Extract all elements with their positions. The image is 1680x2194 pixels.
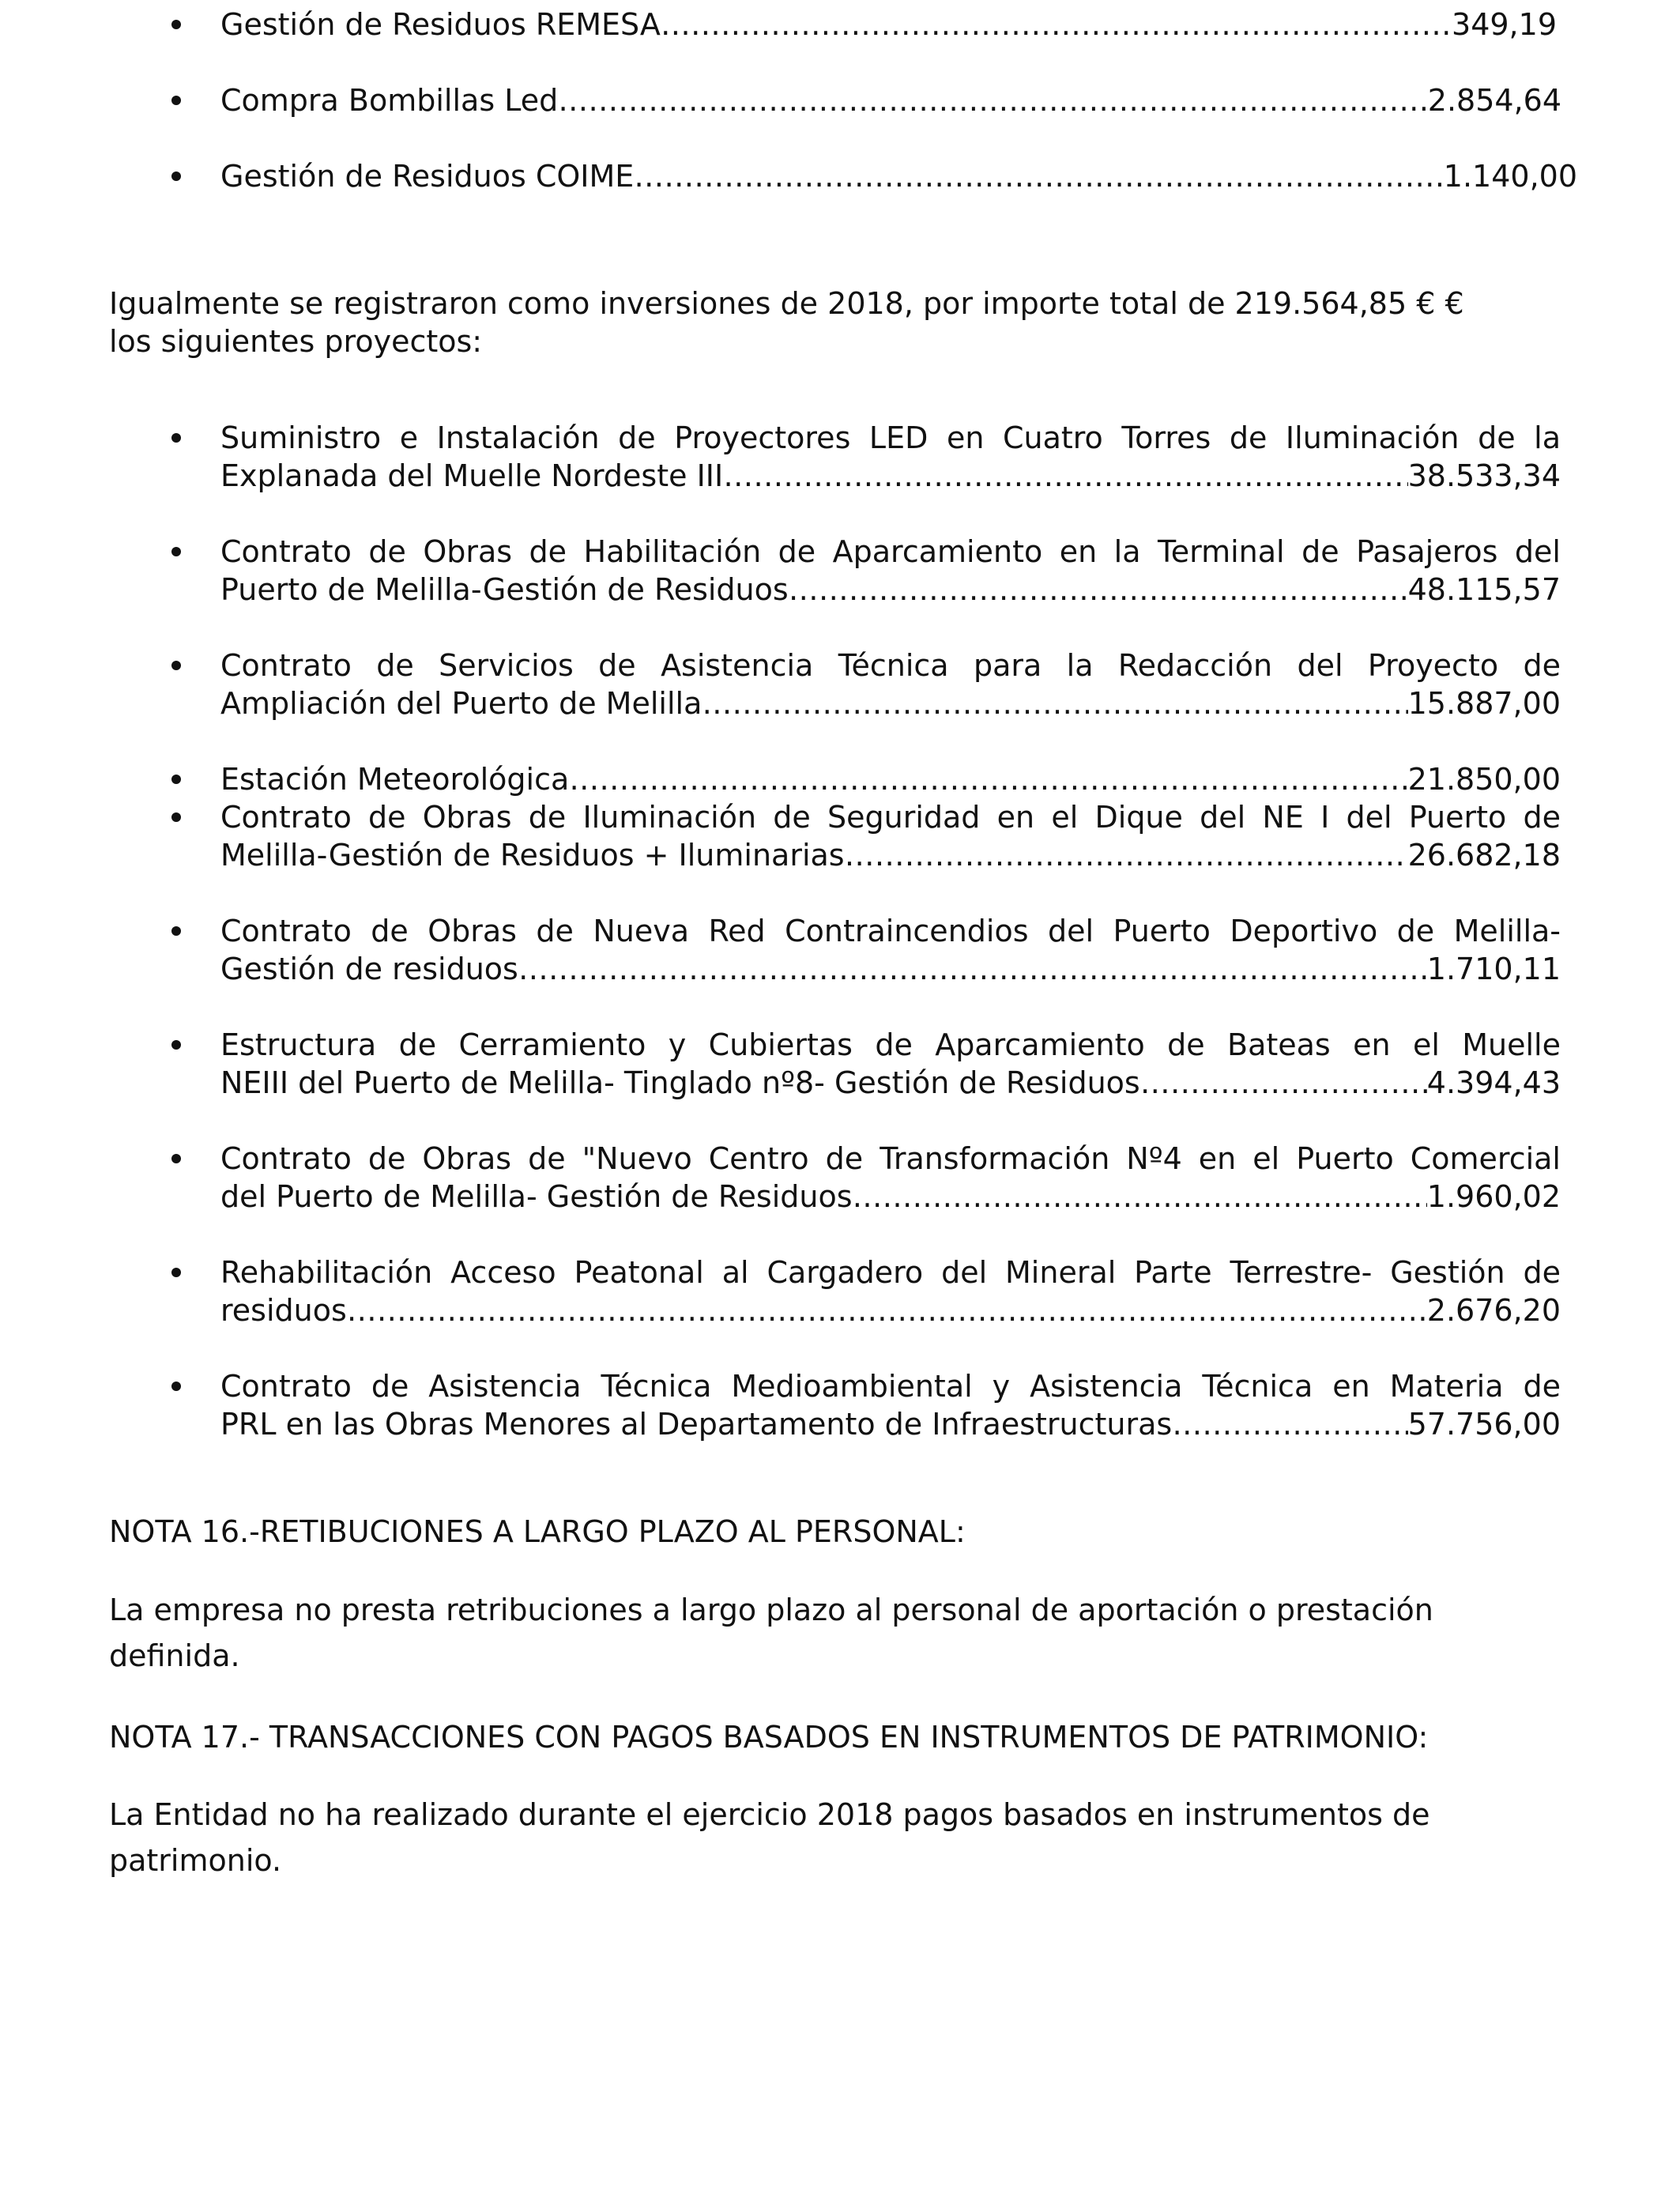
project-line-1: Contrato de Obras de "Nuevo Centro de Transformación Nº4 en el Puerto Comercial: [220, 1141, 1561, 1176]
project-line-1: Contrato de Obras de Habilitación de Aparcamiento en la Terminal de Pasajeros del: [220, 534, 1561, 569]
project-line-2: [220, 1064, 1561, 1102]
bullet-icon: [165, 654, 187, 677]
project-line-2: [220, 457, 1561, 495]
bullet-icon: [165, 768, 187, 790]
project-title-end: Estación Meteorológica: [220, 762, 570, 797]
project-title-end: PRL en las Obras Menores al Departamento de Infraestructuras: [220, 1407, 1173, 1442]
project-title-end: del Puerto de Melilla- Gestión de Residuos: [220, 1179, 853, 1214]
project-line-1: Estructura de Cerramiento y Cubiertas de Aparcamiento de Bateas en el Muelle: [220, 1027, 1561, 1062]
bullet-icon: [165, 1261, 187, 1284]
project-title-end: Ampliación del Puerto de Melilla: [220, 686, 703, 721]
bullet-icon: [165, 1034, 187, 1056]
bullet-icon: [165, 165, 187, 187]
project-line-2: [220, 1405, 1561, 1443]
project-line-1: Contrato de Obras de Nueva Red Contraincendios del Puerto Deportivo de Melilla-: [220, 914, 1561, 948]
project-title-end: NEIII del Puerto de Melilla- Tinglado nº8- Gestión de Residuos: [220, 1065, 1140, 1100]
project-line-1: Suministro e Instalación de Proyectores LED en Cuatro Torres de Iluminación de la: [220, 420, 1561, 455]
project-amount: 1.710,11: [1426, 952, 1561, 986]
project-title-end: Melilla-Gestión de Residuos + Iluminarias: [220, 838, 845, 873]
project-title-end: Explanada del Muelle Nordeste III: [220, 458, 724, 493]
project-line-2: [220, 1178, 1561, 1216]
bullet-icon: [165, 427, 187, 449]
project-amount: 2.676,20: [1426, 1293, 1561, 1328]
bullet-icon: [165, 806, 187, 828]
project-amount: 1.960,02: [1426, 1179, 1561, 1214]
project-amount: 57.756,00: [1407, 1407, 1561, 1442]
nota16-paragraph: La empresa no presta retribuciones a largo plazo al personal de aportación o prestación definida.: [109, 1593, 1433, 1673]
nota17-heading: NOTA 17.- TRANSACCIONES CON PAGOS BASADOS EN INSTRUMENTOS DE PATRIMONIO:: [109, 1720, 1429, 1755]
project-amount: 15.887,00: [1407, 686, 1561, 721]
nota17-paragraph: La Entidad no ha realizado durante el ejercicio 2018 pagos basados en instrumentos de patrimonio.: [109, 1797, 1430, 1878]
bullet-icon: [165, 1375, 187, 1397]
project-line-1: Rehabilitación Acceso Peatonal al Cargadero del Mineral Parte Terrestre- Gestión de: [220, 1255, 1561, 1290]
bullet-icon: [165, 1148, 187, 1170]
project-amount: 38.533,34: [1407, 458, 1561, 493]
project-title-end: Puerto de Melilla-Gestión de Residuos: [220, 572, 789, 607]
project-amount: 21.850,00: [1407, 762, 1561, 797]
list-item: Compra Bombillas Led ……………………………………………………………………………………………………………………………………………………………………………………………… 2.854,64: [220, 81, 1561, 119]
intro-paragraph: Igualmente se registraron como inversiones de 2018, por importe total de 219.564,85 € € los siguientes proyectos:: [109, 286, 1464, 359]
project-line-1: Contrato de Asistencia Técnica Medioambiental y Asistencia Técnica en Materia de: [220, 1369, 1561, 1404]
project-line-1: Contrato de Servicios de Asistencia Técnica para la Redacción del Proyecto de: [220, 648, 1561, 683]
bullet-icon: [165, 89, 187, 111]
project-line-2: [220, 760, 1561, 798]
project-line-2: [220, 684, 1561, 722]
bullet-icon: [165, 920, 187, 942]
bullet-icon: [165, 541, 187, 563]
project-line-2: [220, 950, 1561, 988]
project-line-1: Contrato de Obras de Iluminación de Seguridad en el Dique del NE I del Puerto de: [220, 800, 1561, 835]
list-item: Gestión de Residuos COIME ……………………………………………………………………………………………………………………………………………………………………………………………… 1.140,00: [220, 157, 1577, 195]
project-line-2: [220, 571, 1561, 609]
project-amount: 48.115,57: [1407, 572, 1561, 607]
project-title-end: Gestión de residuos: [220, 952, 518, 986]
project-line-2: [220, 1291, 1561, 1329]
bullet-icon: [165, 13, 187, 36]
project-title-end: residuos: [220, 1293, 347, 1328]
nota16-heading: NOTA 16.-RETIBUCIONES A LARGO PLAZO AL PERSONAL:: [109, 1514, 966, 1549]
project-amount: 26.682,18: [1407, 838, 1561, 873]
project-line-2: [220, 836, 1561, 874]
project-amount: 4.394,43: [1426, 1065, 1561, 1100]
list-item: Gestión de Residuos REMESA ……………………………………………………………………………………………………………………………………………………………………………………………… 349,19: [220, 6, 1557, 43]
